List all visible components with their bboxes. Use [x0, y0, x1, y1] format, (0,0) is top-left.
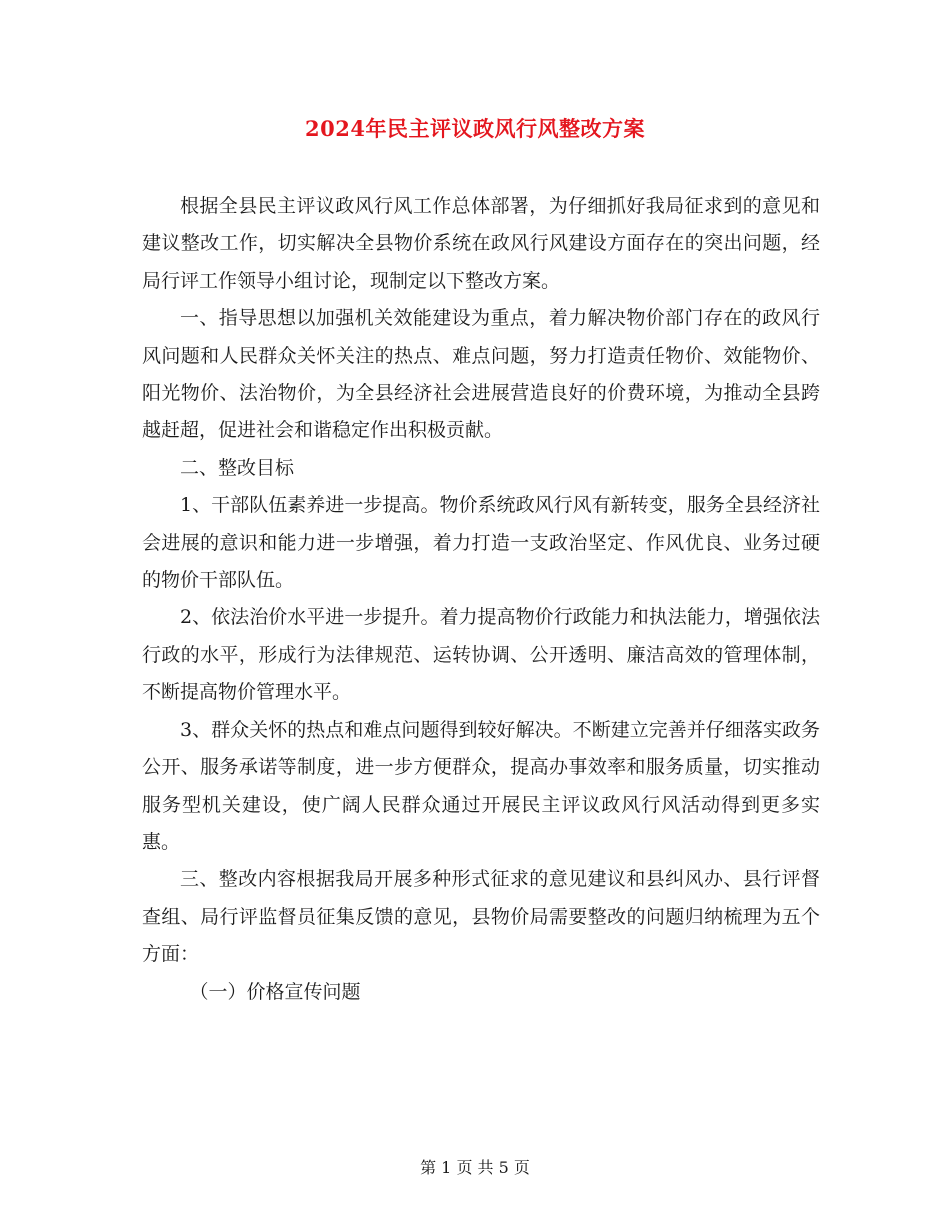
paragraph-intro: 根据全县民主评议政风行风工作总体部署，为仔细抓好我局征求到的意见和建议整改工作，切实解决全县物价系统在政风行风建设方面存在的突出问题，经局行评工作领导小组讨论，现制定以下整改方案。: [142, 195, 820, 292]
heading-rectification-goals: 二、整改目标: [180, 456, 295, 479]
document-body: [142, 188, 820, 1011]
paragraph-guiding-ideology: 一、指导思想以加强机关效能建设为重点，着力解决物价部门存在的政风行风问题和人民群众关怀关注的热点、难点问题，努力打造责任物价、效能物价、阳光物价、法治物价，为全县经济社会进展营造良好的价费环境，为推动全县跨越赶超，促进社会和谐稳定作出积极贡献。: [142, 307, 820, 442]
paragraph-goal-1: 1、干部队伍素养进一步提高。物价系统政风行风有新转变，服务全县经济社会进展的意识和能力进一步增强，着力打造一支政治坚定、作风优良、业务过硬的物价干部队伍。: [142, 494, 820, 592]
document-title: 2024年民主评议政风行风整改方案: [305, 116, 645, 141]
page-number-footer: 第 1 页 共 5 页: [420, 1158, 530, 1177]
subheading-price-publicity: （一）价格宣传问题: [189, 980, 361, 1003]
paragraph-goal-2: 2、依法治价水平进一步提升。着力提高物价行政能力和执法能力，增强依法行政的水平，形成行为法律规范、运转协调、公开透明、廉洁高效的管理体制，不断提高物价管理水平。: [142, 606, 820, 704]
paragraph-rectification-content: 三、整改内容根据我局开展多种形式征求的意见建议和县纠风办、县行评督查组、局行评监督员征集反馈的意见，县物价局需要整改的问题归纳梳理为五个方面：: [142, 868, 820, 966]
paragraph-goal-3: 3、群众关怀的热点和难点问题得到较好解决。不断建立完善并仔细落实政务公开、服务承诺等制度，进一步方便群众，提高办事效率和服务质量，切实推动服务型机关建设，使广阔人民群众通过开展民主评议政风行风活动得到更多实惠。: [142, 718, 820, 853]
